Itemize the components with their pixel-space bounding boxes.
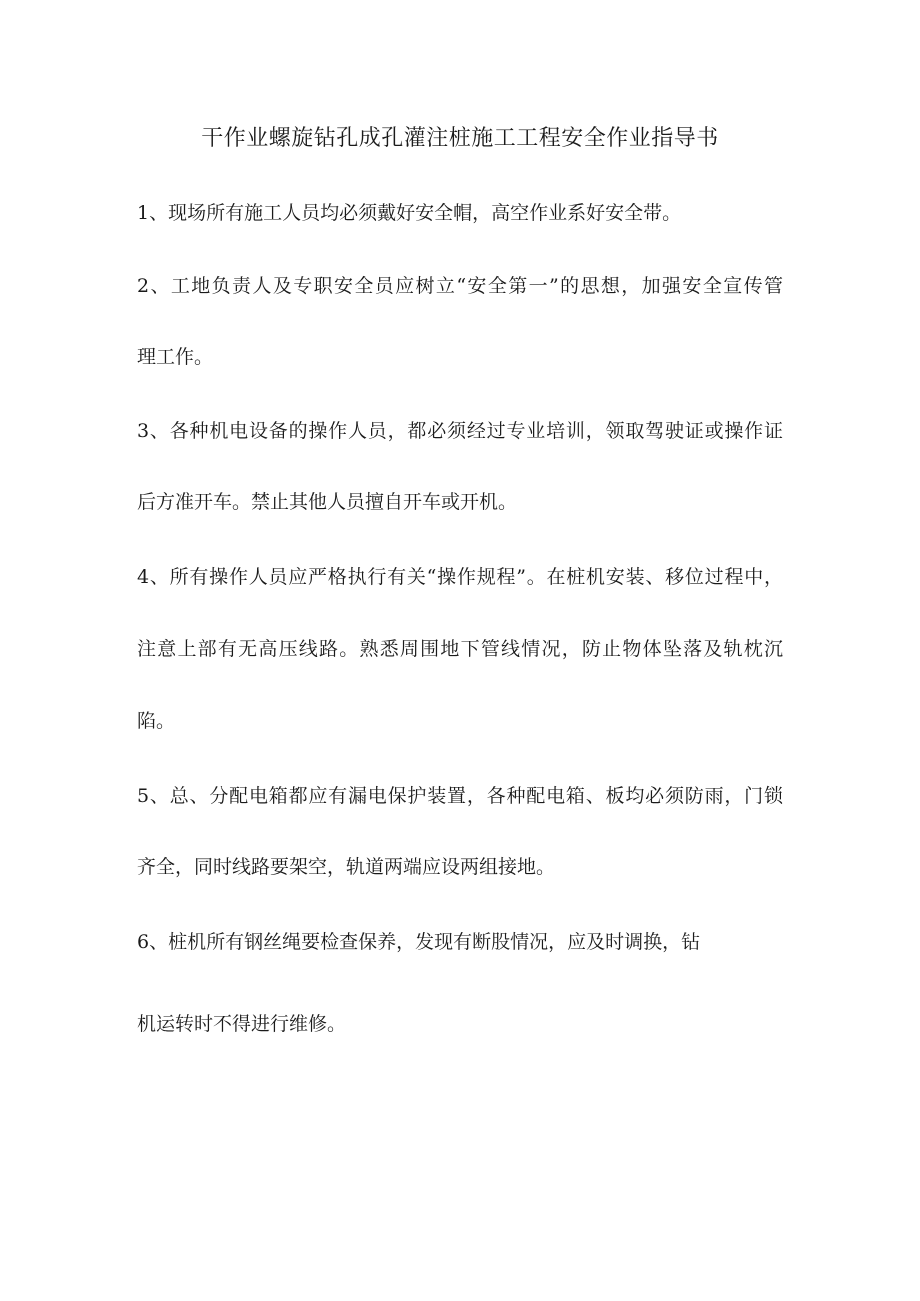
paragraph-4-line-3: 陷。	[137, 710, 176, 732]
paragraph-2-line-2: 理工作。	[137, 346, 214, 368]
paragraph-4-line-2: 注意上部有无高压线路。熟悉周围地下管线情况，防止物体坠落及轨枕沉	[137, 638, 783, 660]
paragraph-1-line-1: 1、现场所有施工人员均必须戴好安全帽，高空作业系好安全带。	[137, 202, 682, 224]
paragraph-4-line-1: 4、所有操作人员应严格执行有关“操作规程”。在桩机安装、移位过程中，	[137, 566, 783, 588]
paragraph-6-line-2: 机运转时不得进行维修。	[137, 1013, 347, 1035]
paragraph-6-line-1: 6、桩机所有钢丝绳要检查保养，发现有断股情况，应及时调换，钻	[137, 931, 701, 953]
document-title: 干作业螺旋钻孔成孔灌注桩施工工程安全作业指导书	[201, 126, 719, 151]
paragraph-5-line-2: 齐全，同时线路要架空，轨道两端应设两组接地。	[137, 856, 556, 878]
paragraph-5-line-1: 5、总、分配电箱都应有漏电保护装置，各种配电箱、板均必须防雨，门锁	[137, 785, 783, 807]
paragraph-3-line-1: 3、各种机电设备的操作人员，都必须经过专业培训，领取驾驶证或操作证	[137, 420, 783, 442]
paragraph-3-line-2: 后方准开车。禁止其他人员擅自开车或开机。	[137, 491, 518, 513]
paragraph-2-line-1: 2、工地负责人及专职安全员应树立“安全第一”的思想，加强安全宣传管	[137, 275, 783, 297]
